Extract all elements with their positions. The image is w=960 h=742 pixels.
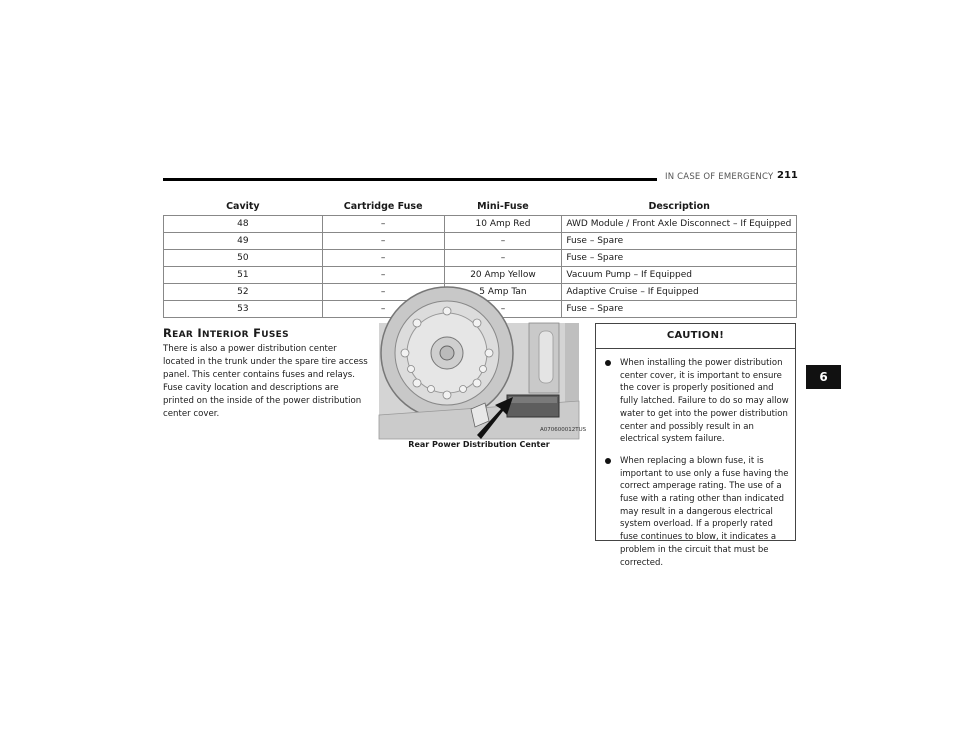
column-header-mini-fuse: Mini-Fuse	[477, 201, 529, 212]
heading-initial: R	[163, 326, 173, 340]
column-header-cavity: Cavity	[226, 201, 260, 212]
rear-power-distribution-center-photo	[379, 323, 587, 439]
bullet-icon	[605, 360, 611, 366]
mini-fuse-cell: 5 Amp Tan	[444, 284, 562, 301]
image-reference-id: A070600012TUS	[540, 427, 587, 433]
fuse-table-header	[164, 198, 797, 216]
heading-initial: F	[253, 326, 262, 340]
caution-item-text: When replacing a blown fuse, it is important to use only a fuse having the correct amperage rating. The use of a fuse with a rating other than indicated may result in a dangerous electrical system overload. If a properly rated fuse continues to blow, it indicates a problem in the circuit that must be corrected.	[620, 455, 789, 568]
cartridge-fuse-cell: –	[322, 250, 444, 267]
figure-caption: Rear Power Distribution Center	[408, 440, 550, 449]
table-row	[164, 216, 797, 233]
trunk-illustration	[379, 323, 579, 439]
list-item	[605, 455, 789, 569]
header-rule	[163, 178, 657, 181]
cavity-cell: 51	[164, 267, 323, 284]
description-cell: Vacuum Pump – If Equipped	[562, 267, 797, 284]
section-heading	[163, 326, 289, 340]
table-row	[164, 250, 797, 267]
description-cell: Fuse – Spare	[562, 301, 797, 318]
caution-title: CAUTION!	[596, 324, 795, 349]
mini-fuse-cell: 20 Amp Yellow	[444, 267, 562, 284]
description-cell: AWD Module / Front Axle Disconnect – If Equipped	[562, 216, 797, 233]
mini-fuse-cell: –	[444, 250, 562, 267]
caution-item-text: When installing the power distribution center cover, it is important to ensure the cover is properly positioned and fully latched. Failure to do so may allow water to get into the power distribution center and possibly result in an electrical system failure.	[620, 358, 789, 445]
cavity-cell: 48	[164, 216, 323, 233]
table-row	[164, 233, 797, 250]
description-cell: Adaptive Cruise – If Equipped	[562, 284, 797, 301]
list-item	[605, 357, 789, 446]
header-section-title: IN CASE OF EMERGENCY	[665, 172, 774, 182]
cavity-cell: 49	[164, 233, 323, 250]
cartridge-fuse-cell: –	[322, 216, 444, 233]
section-body-text: There is also a power distribution center located in the trunk under the spare tire access panel. This center contains fuses and relays. Fuse cavity location and descriptions are printed on the inside of the power distribution center cover.	[163, 344, 368, 419]
cavity-cell: 50	[164, 250, 323, 267]
description-cell: Fuse – Spare	[562, 233, 797, 250]
heading-initial: I	[197, 326, 203, 340]
table-row	[164, 267, 797, 284]
cartridge-fuse-cell: –	[322, 233, 444, 250]
mini-fuse-cell: –	[444, 233, 562, 250]
heading-rest: USES	[261, 330, 289, 340]
cartridge-fuse-cell: –	[322, 267, 444, 284]
column-header-cartridge-fuse: Cartridge Fuse	[343, 201, 423, 212]
cartridge-fuse-cell: –	[322, 301, 444, 318]
chapter-tab: 6	[806, 365, 841, 389]
page-number: 211	[777, 170, 798, 181]
mini-fuse-cell: 10 Amp Red	[444, 216, 562, 233]
cartridge-fuse-cell: –	[322, 284, 444, 301]
caution-box	[595, 323, 796, 568]
heading-rest: EAR	[172, 330, 194, 340]
description-cell: Fuse – Spare	[562, 250, 797, 267]
bullet-icon	[605, 458, 611, 464]
column-header-description: Description	[648, 201, 710, 212]
caution-list	[596, 349, 795, 569]
cavity-cell: 53	[164, 301, 323, 318]
cavity-cell: 52	[164, 284, 323, 301]
heading-rest: NTERIOR	[202, 330, 249, 340]
mini-fuse-cell: –	[444, 301, 562, 318]
